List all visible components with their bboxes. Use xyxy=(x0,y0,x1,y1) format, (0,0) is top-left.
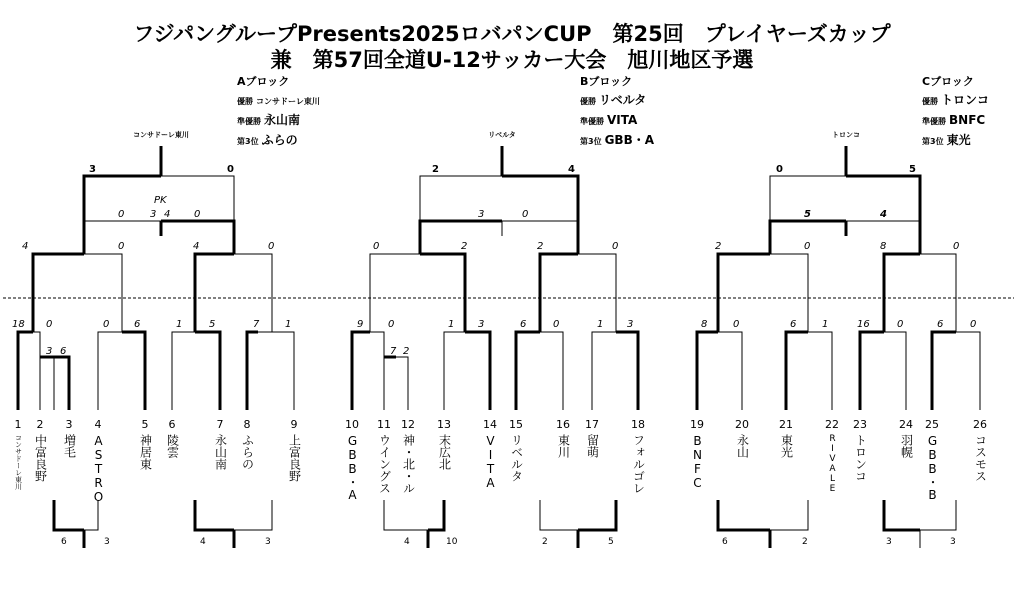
match-line xyxy=(98,332,122,410)
match-line xyxy=(860,332,884,410)
score-label: 6 xyxy=(134,319,141,330)
team-entry xyxy=(282,418,306,482)
match-line xyxy=(516,332,540,410)
team-name: ウイングス xyxy=(377,434,392,494)
score-label: 4 xyxy=(880,209,887,220)
team-name: ふらの xyxy=(240,434,255,470)
score-label: 2 xyxy=(432,164,439,175)
block-a-champion-label: コンサドーレ東川 xyxy=(133,131,189,139)
score-label: 6 xyxy=(937,319,944,330)
third-label: 第3位 xyxy=(922,137,944,146)
team-entry xyxy=(774,418,798,458)
score-label: 3 xyxy=(46,346,53,357)
match-line xyxy=(884,500,920,530)
team-name: GBB・B xyxy=(925,434,940,502)
team-name: 羽幌 xyxy=(899,434,914,458)
score-label: 0 xyxy=(612,241,619,252)
match-line xyxy=(592,332,616,410)
team-entry xyxy=(504,418,528,482)
score-label: 18 xyxy=(12,319,25,330)
team-number: 14 xyxy=(483,418,497,431)
match-line xyxy=(352,332,370,410)
match-line xyxy=(54,500,84,530)
team-entry xyxy=(432,418,456,470)
team-number: 20 xyxy=(735,418,749,431)
score-label: 8 xyxy=(701,319,708,330)
match-line xyxy=(370,254,420,332)
third-label: 第3位 xyxy=(580,137,602,146)
match-line xyxy=(540,332,563,410)
match-line xyxy=(33,332,40,410)
score-label: 7 xyxy=(390,346,397,357)
score-label: 0 xyxy=(553,319,560,330)
score-label: 2 xyxy=(802,537,808,547)
score-label: 0 xyxy=(522,209,529,220)
match-line xyxy=(718,500,770,530)
team-entry xyxy=(551,418,575,458)
team-number: 16 xyxy=(556,418,570,431)
match-line xyxy=(444,332,465,410)
match-line xyxy=(195,500,234,530)
match-line xyxy=(195,332,220,410)
score-label: 6 xyxy=(520,319,527,330)
team-number: 9 xyxy=(290,418,298,431)
block-b-runner: VITA xyxy=(607,113,638,127)
match-line xyxy=(258,332,294,410)
score-label: 0 xyxy=(103,319,110,330)
score-label: 2 xyxy=(715,241,722,252)
pk-label: PK xyxy=(154,195,167,206)
score-label: 0 xyxy=(46,319,53,330)
score-label: 0 xyxy=(733,319,740,330)
winner-label: 優勝 xyxy=(237,97,253,106)
score-label: 0 xyxy=(118,241,125,252)
team-name: リベルタ xyxy=(509,434,524,482)
team-number: 10 xyxy=(345,418,359,431)
score-label: 0 xyxy=(804,241,811,252)
block-a-third: ふらの xyxy=(261,133,298,147)
score-label: 3 xyxy=(950,537,956,547)
team-name: 末広北 xyxy=(437,434,452,470)
third-label: 第3位 xyxy=(237,137,259,146)
score-label: 5 xyxy=(804,209,811,220)
team-entry xyxy=(86,418,110,504)
score-label: 9 xyxy=(357,319,364,330)
score-label: 0 xyxy=(118,209,125,220)
score-label: 6 xyxy=(60,346,67,357)
score-label: 1 xyxy=(597,319,604,330)
match-line xyxy=(932,332,956,410)
runner-label: 準優勝 xyxy=(922,117,946,126)
team-name: 神・北・ル xyxy=(401,434,416,494)
score-label: 10 xyxy=(446,537,458,547)
team-name: コンサドーレ東川 xyxy=(14,434,23,490)
team-entry xyxy=(160,418,184,458)
match-line xyxy=(616,332,638,410)
team-number: 18 xyxy=(631,418,645,431)
team-name: 中富良野 xyxy=(33,434,48,482)
team-name: 増毛 xyxy=(62,434,77,458)
match-line xyxy=(884,332,906,410)
runner-label: 準優勝 xyxy=(237,117,261,126)
match-line xyxy=(718,332,742,410)
match-line xyxy=(540,500,578,530)
team-entry xyxy=(848,418,872,482)
team-name: 永山南 xyxy=(213,434,228,470)
team-name: 永山 xyxy=(735,434,750,458)
score-label: 3 xyxy=(627,319,634,330)
team-entry xyxy=(968,418,992,482)
score-label: 0 xyxy=(227,164,234,175)
score-label: 5 xyxy=(909,164,916,175)
team-entry xyxy=(133,418,157,470)
score-label: 16 xyxy=(857,319,870,330)
team-entry xyxy=(580,418,604,458)
team-entry xyxy=(208,418,232,470)
score-label: 3 xyxy=(478,209,485,220)
score-label: 1 xyxy=(285,319,292,330)
match-line xyxy=(465,332,490,410)
score-label: 0 xyxy=(194,209,201,220)
score-label: 4 xyxy=(200,537,206,547)
team-number: 7 xyxy=(216,418,224,431)
match-line xyxy=(770,500,808,530)
match-line xyxy=(172,332,195,410)
block-b-champion-label: リベルタ xyxy=(488,131,516,139)
score-label: 0 xyxy=(268,241,275,252)
score-label: 4 xyxy=(404,537,410,547)
block-c-name: Cブロック xyxy=(922,75,974,88)
team-entry xyxy=(235,418,259,470)
match-line xyxy=(384,500,428,530)
score-label: 4 xyxy=(22,241,29,252)
score-label: 6 xyxy=(61,537,67,547)
team-entry xyxy=(478,418,502,490)
score-label: 6 xyxy=(722,537,728,547)
team-name: 留萌 xyxy=(585,434,600,458)
team-number: 23 xyxy=(853,418,867,431)
match-line xyxy=(370,332,384,410)
team-name: トロンコ xyxy=(853,434,868,482)
score-label: 0 xyxy=(388,319,395,330)
score-label: 4 xyxy=(193,241,200,252)
team-number: 12 xyxy=(401,418,415,431)
block-a-winner: コンサドーレ東川 xyxy=(256,97,320,106)
block-a-runner: 永山南 xyxy=(264,113,301,127)
score-label: 0 xyxy=(373,241,380,252)
match-line xyxy=(384,357,408,410)
score-label: 0 xyxy=(970,319,977,330)
team-entry xyxy=(730,418,754,458)
score-label: 2 xyxy=(537,241,544,252)
match-line xyxy=(428,500,444,530)
score-label: 2 xyxy=(461,241,468,252)
team-entry xyxy=(894,418,918,458)
team-name: VITA xyxy=(483,434,498,490)
match-line xyxy=(578,500,616,530)
match-line xyxy=(786,332,808,410)
team-number: 25 xyxy=(925,418,939,431)
team-number: 11 xyxy=(377,418,391,431)
score-label: 0 xyxy=(776,164,783,175)
team-entry xyxy=(920,418,944,502)
team-number: 13 xyxy=(437,418,451,431)
team-entry xyxy=(57,418,81,458)
block-a-name: Aブロック xyxy=(237,75,290,88)
block-b-name: Bブロック xyxy=(580,75,633,88)
team-name: 陵雲 xyxy=(165,434,180,458)
team-number: 8 xyxy=(243,418,251,431)
team-name: GBB・A xyxy=(345,434,360,502)
team-number: 26 xyxy=(973,418,987,431)
block-c-third: 東光 xyxy=(946,133,971,147)
block-c-champion-label: トロンコ xyxy=(832,131,860,139)
match-line xyxy=(33,254,84,332)
team-entry xyxy=(28,418,52,482)
team-number: 24 xyxy=(899,418,913,431)
runner-label: 準優勝 xyxy=(580,117,604,126)
team-name: フォルゴレ xyxy=(631,434,646,494)
winner-label: 優勝 xyxy=(922,97,938,106)
team-entry xyxy=(820,418,844,494)
score-label: 3 xyxy=(104,537,110,547)
match-line xyxy=(920,500,956,530)
team-entry xyxy=(626,418,650,494)
match-line xyxy=(718,254,770,332)
block-b-winner: リベルタ xyxy=(599,93,647,107)
score-label: 4 xyxy=(164,209,171,220)
block-c-runner: BNFC xyxy=(949,113,986,127)
match-line xyxy=(808,332,832,410)
match-line xyxy=(247,332,258,410)
score-label: 4 xyxy=(568,164,575,175)
team-number: 17 xyxy=(585,418,599,431)
team-entry xyxy=(372,418,396,494)
block-b-third: GBB・A xyxy=(604,133,655,147)
match-line xyxy=(84,500,98,530)
score-label: 2 xyxy=(542,537,548,547)
score-label: 3 xyxy=(265,537,271,547)
winner-label: 優勝 xyxy=(580,97,596,106)
score-label: 3 xyxy=(886,537,892,547)
team-number: 3 xyxy=(65,418,73,431)
score-label: 3 xyxy=(478,319,485,330)
score-label: 3 xyxy=(150,209,157,220)
score-label: 5 xyxy=(209,319,216,330)
team-entry xyxy=(6,418,30,490)
team-name: コスモス xyxy=(973,434,988,482)
team-name: BNFC xyxy=(690,434,705,490)
team-number: 22 xyxy=(825,418,839,431)
match-line xyxy=(770,254,808,332)
match-line xyxy=(122,332,145,410)
match-line xyxy=(18,332,33,410)
team-name: 上富良野 xyxy=(287,434,302,482)
score-label: 8 xyxy=(880,241,887,252)
match-line xyxy=(234,500,272,530)
team-number: 19 xyxy=(690,418,704,431)
team-number: 4 xyxy=(94,418,102,431)
team-entry xyxy=(340,418,364,502)
team-number: 21 xyxy=(779,418,793,431)
team-name: RIVALE xyxy=(827,434,838,494)
team-name: ASTRO xyxy=(91,434,106,504)
score-label: 1 xyxy=(176,319,183,330)
score-label: 1 xyxy=(448,319,455,330)
score-label: 7 xyxy=(253,319,260,330)
match-line xyxy=(420,254,465,332)
team-name: 東川 xyxy=(556,434,571,458)
score-label: 0 xyxy=(897,319,904,330)
tournament-title: フジパングループPresents2025ロバパンCUP 第25回 プレイヤーズカップ xyxy=(133,22,891,46)
tournament-subtitle: 兼 第57回全道U-12サッカー大会 旭川地区予選 xyxy=(270,48,754,72)
team-entry xyxy=(685,418,709,490)
score-label: 0 xyxy=(953,241,960,252)
match-line xyxy=(956,332,980,410)
score-label: 6 xyxy=(790,319,797,330)
team-number: 6 xyxy=(168,418,176,431)
score-label: 1 xyxy=(822,319,829,330)
team-number: 2 xyxy=(36,418,44,431)
team-number: 15 xyxy=(509,418,523,431)
team-number: 1 xyxy=(14,418,22,431)
team-entry xyxy=(396,418,420,494)
block-c-winner: トロンコ xyxy=(941,93,990,107)
team-name: 東光 xyxy=(779,434,794,458)
score-label: 2 xyxy=(403,346,410,357)
match-line xyxy=(697,332,718,410)
score-label: 3 xyxy=(89,164,96,175)
team-number: 5 xyxy=(141,418,149,431)
team-name: 神居東 xyxy=(138,434,153,470)
score-label: 5 xyxy=(608,537,614,547)
